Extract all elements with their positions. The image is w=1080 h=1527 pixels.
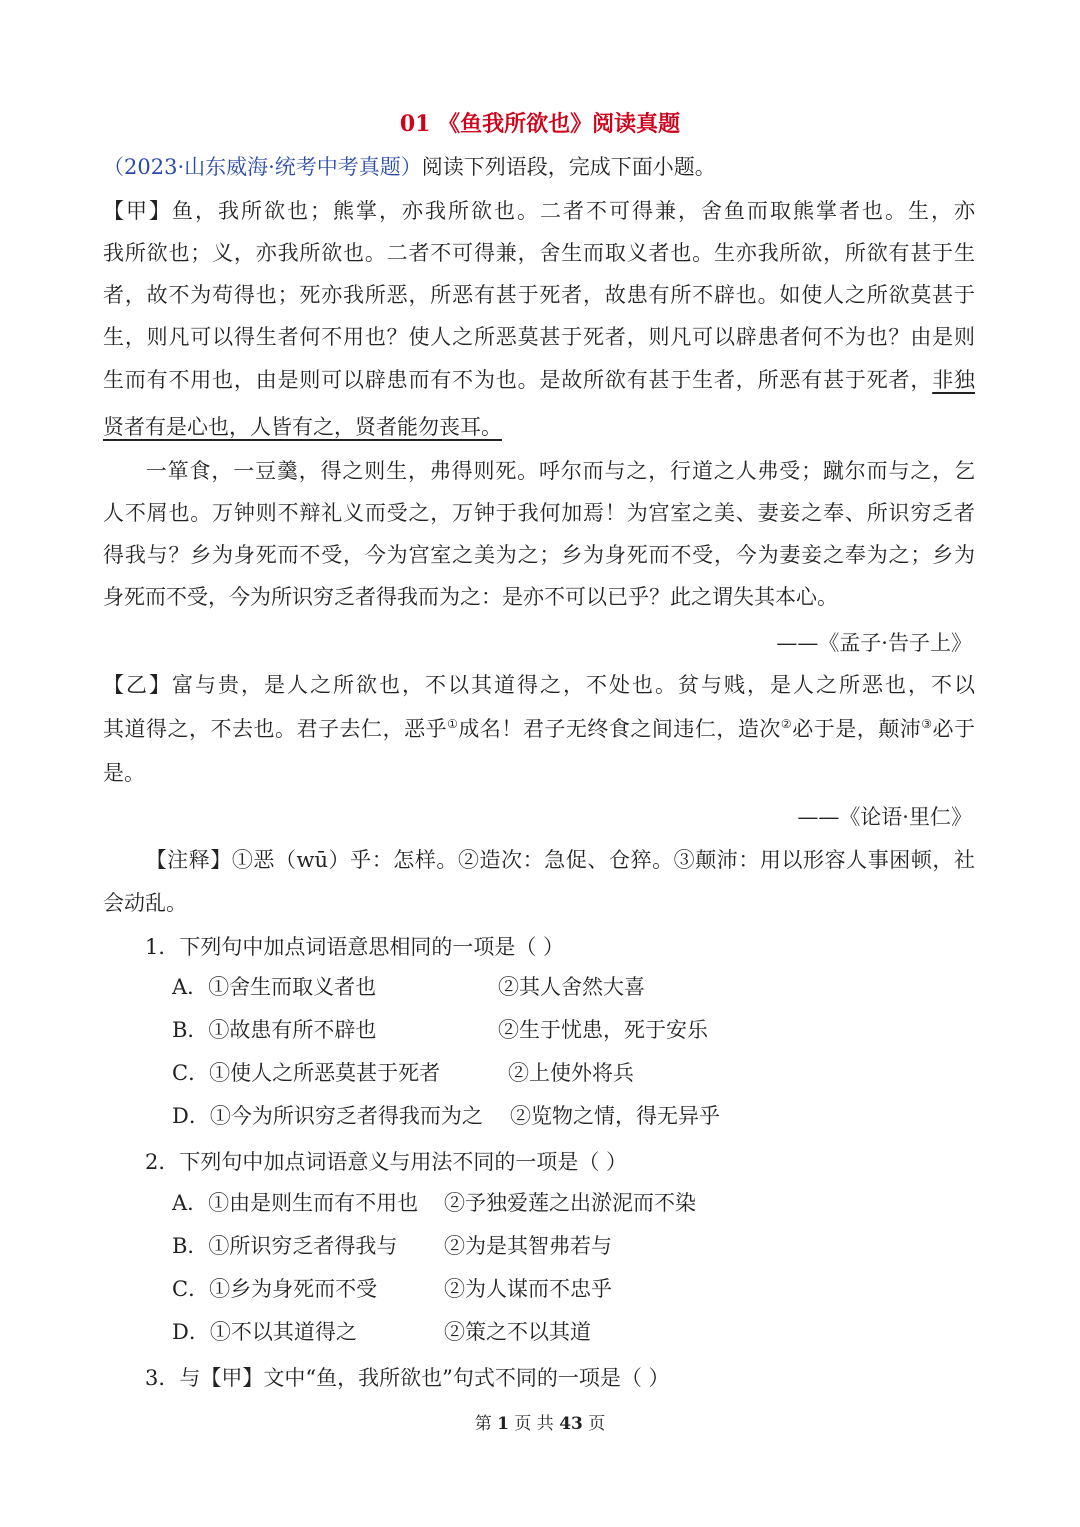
notes-line-1: 【注释】①恶（wū）乎：怎样。②造次：急促、仓猝。③颠沛：用以形容人事困顿，社 <box>145 848 975 872</box>
footnote-mark-3: ③ <box>921 717 933 731</box>
jia-line-4: 生，则凡可以得生者何不用也？使人之所恶莫甚于死者，则凡可以辟患者何不为也？由是则 <box>103 325 975 349</box>
question-2-stem: 2．下列句中加点词语意义与用法不同的一项是（ ） <box>145 1150 628 1174</box>
underlined-sentence: 贤者有是心也，人皆有之，贤者能勿丧耳。 <box>103 415 502 439</box>
jia-attribution: ——《孟子·告子上》 <box>776 631 972 655</box>
footnote-mark-1: ① <box>447 717 459 731</box>
instruction-text: 阅读下列语段，完成下面小题。 <box>421 155 716 179</box>
jia-line-6 <box>103 412 502 442</box>
jia-line-5-text: 生而有不用也，由是则可以辟患而有不为也。是故所欲有甚于生者，所恶有甚于死者， <box>103 368 933 392</box>
total-pages-number: 43 <box>559 1414 583 1434</box>
current-page-number: 1 <box>497 1414 509 1434</box>
question-1-stem: 1．下列句中加点词语意思相同的一项是（ ） <box>145 935 565 959</box>
jia-line-3: 者，故不为苟得也；死亦我所恶，所恶有甚于死者，故患有所不辟也。如使人之所欲莫甚于 <box>103 283 975 307</box>
page-footer: 第 1 页 共 43 页 <box>474 1414 606 1434</box>
intro-line <box>103 152 716 182</box>
yi-line-1: 【乙】富与贵，是人之所欲也，不以其道得之，不处也。贫与贱，是人之所恶也，不以 <box>103 673 975 697</box>
source-label: （2023·山东威海·统考中考真题） <box>103 155 422 179</box>
jia-p2-line-1: 一箪食，一豆羹，得之则生，弗得则死。呼尔而与之，行道之人弗受；蹴尔而与之，乞 <box>145 459 975 483</box>
yi-attribution: ——《论语·里仁》 <box>797 805 972 829</box>
question-3-stem: 3．与【甲】文中“鱼，我所欲也”句式不同的一项是（ ） <box>145 1366 670 1390</box>
page-title: 01 《鱼我所欲也》阅读真题 <box>399 111 681 137</box>
underlined-sentence-start: 非独 <box>932 368 976 392</box>
yi-line-3: 是。 <box>103 761 145 785</box>
footnote-mark-2: ② <box>780 717 793 731</box>
jia-p2-line-3: 得我与？乡为身死而不受，今为宫室之美为之；乡为身死而不受，今为妻妾之奉为之；乡为 <box>103 543 975 567</box>
jia-p2-line-4: 身死而不受，今为所识穷乏者得我而为之：是亦不可以已乎？此之谓失其本心。 <box>103 585 838 609</box>
jia-line-1: 【甲】鱼，我所欲也；熊掌，亦我所欲也。二者不可得兼，舍鱼而取熊掌者也。生，亦 <box>103 199 975 223</box>
jia-p2-line-2: 人不屑也。万钟则不辩礼义而受之，万钟于我何加焉！为宫室之美、妻妾之奉、所识穷乏者 <box>103 501 975 525</box>
jia-line-2: 我所欲也；义，亦我所欲也。二者不可得兼，舍生而取义者也。生亦我所欲，所欲有甚于生 <box>103 241 975 265</box>
jia-line-5 <box>103 365 975 395</box>
yi-line-2: 其道得之，不去也。君子去仁，恶乎①成名！君子无终食之间违仁，造次②必于是，颠沛③必于 <box>103 717 975 741</box>
notes-line-2: 会动乱。 <box>103 891 187 915</box>
document-page: 01 《鱼我所欲也》阅读真题 （2023·山东威海·统考中考真题）阅读下列语段，完成下面小题。 【甲】鱼，我所欲也；熊掌，亦我所欲也。二者不可得兼，舍鱼而取熊掌者也。生，亦 我所欲也；义，亦我所欲也。二者不可得兼，舍生而取义者也。生亦我所欲，所欲有甚于生 者，故不为苟得也；死亦我所恶，所恶有甚于死者，故患有所不辟也。如使人之所欲莫甚于 生，则凡可以得生者何不用也？使人之所恶莫甚于死者，则凡可以辟患者何不为也？由是则 生而有不用也，由是则可以辟患而有不为也。是故所欲有甚于生者，所恶有甚于死者，非独 贤者有是心也，人皆有之，贤者能勿丧耳。 一箪食，一豆羹，得之则生，弗得则死。呼尔而与之，行道之人弗受；蹴尔而与之，乞 人不屑也。万钟则不辩礼义而受之，万钟于我何加焉！为宫室之美、妻妾之奉、所识穷乏者 得我与？乡为身死而不受，今为宫室之美为之；乡为身死而不受，今为妻妾之奉为之；乡为 身死而不受，今为所识穷乏者得我而为之：是亦不可以已乎？此之谓失其本心。 ——《孟子·告子上》 【乙】富与贵，是人之所欲也，不以其道得之，不处也。贫与贱，是人之所恶也，不以 其道得之，不去也。君子去仁，恶乎①成名！君子无终食之间违仁，造次②必于是，颠沛③必于 是。 ——《论语·里仁》 【注释】①恶（wū）乎：怎样。②造次：急促、仓猝。③颠沛：用以形容人事困顿，社 会动乱。 1．下列句中加点词语意思相同的一项是（ ） A．①舍生而取义者也 ②其人舍然大喜 B．①故患有所不辟也 ②生于忧患，死于安乐 C．①使人之所恶莫甚于死者 ②上使外将兵 D．①今为所识穷乏者得我而为之 ②览物之情，得无异乎 2．下列句中加点词语意义与用法不同的一项是（ ） A．①由是则生而有不用也 ②予独爱莲之出淤泥而不染 B．①所识穷乏者得我与 ②为是其智弗若与 C．①乡为身死而不受 ②为人谋而不忠乎 D．①不以其道得之 ②策之不以其道 3．与【甲】文中“鱼，我所欲也”句式不同的一项是（ ） 第 1 页 共 43 页 <box>0 0 1080 1527</box>
